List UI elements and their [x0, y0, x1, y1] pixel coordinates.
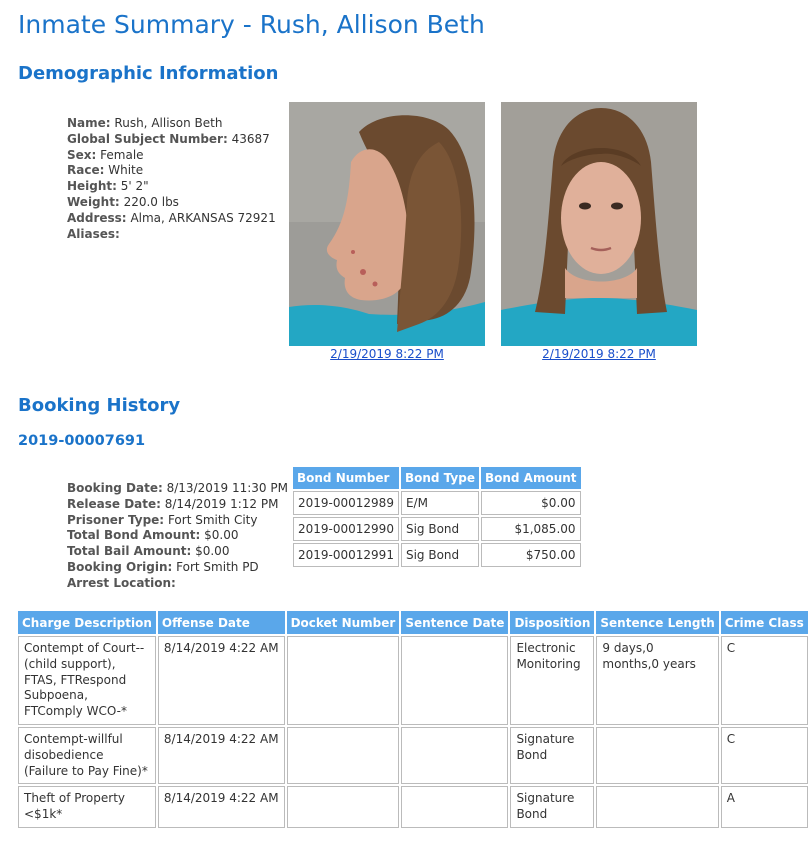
charges-header-sentence-date: Sentence Date [401, 611, 508, 634]
mugshot-front-date-link[interactable]: 2/19/2019 8:22 PM [542, 347, 656, 361]
charge-sentence-date [401, 727, 508, 784]
bond-header-row [293, 467, 581, 489]
bond-amount: $1,085.00 [481, 517, 581, 541]
bond-amount: $0.00 [481, 491, 581, 515]
bond-type: Sig Bond [401, 543, 479, 567]
charge-disposition: Signature Bond [510, 727, 594, 784]
mugshot-front-image[interactable] [501, 102, 697, 346]
bond-type: E/M [401, 491, 479, 515]
bond-table [291, 465, 583, 569]
bond-header-type: Bond Type [401, 467, 479, 489]
field-release-date: Release Date: 8/14/2019 1:12 PM [67, 496, 279, 511]
charge-row [18, 727, 808, 784]
demographic-heading: Demographic Information [18, 63, 279, 84]
charges-header-crime-class: Crime Class [721, 611, 808, 634]
bond-number: 2019-00012990 [293, 517, 399, 541]
charge-offense-date: 8/14/2019 4:22 AM [158, 786, 285, 828]
bond-type: Sig Bond [401, 517, 479, 541]
charge-row [18, 786, 808, 828]
field-weight: Weight: 220.0 lbs [67, 194, 179, 209]
mugshot-profile-date-link[interactable]: 2/19/2019 8:22 PM [330, 347, 444, 361]
field-sex: Sex: Female [67, 147, 144, 162]
booking-number: 2019-00007691 [18, 433, 146, 449]
charge-offense-date: 8/14/2019 4:22 AM [158, 636, 285, 725]
charge-crime-class: C [721, 636, 808, 725]
field-name: Name: Rush, Allison Beth [67, 116, 223, 130]
charge-description: Theft of Property <$1k* [18, 786, 156, 828]
booking-history-heading: Booking History [18, 395, 181, 416]
field-booking-origin: Booking Origin: Fort Smith PD [67, 559, 259, 574]
demographic-info [67, 116, 276, 242]
charge-sentence-length [596, 786, 718, 828]
charges-header-docket-number: Docket Number [287, 611, 400, 634]
bond-row [293, 491, 581, 515]
charges-table [16, 609, 810, 830]
charge-sentence-date [401, 786, 508, 828]
bond-amount: $750.00 [481, 543, 581, 567]
bond-header-amount: Bond Amount [481, 467, 581, 489]
field-prisoner-type: Prisoner Type: Fort Smith City [67, 512, 258, 527]
charges-table-container [16, 609, 804, 830]
charge-crime-class: A [721, 786, 808, 828]
charges-header-row [18, 611, 808, 634]
field-global-subject-number: Global Subject Number: 43687 [67, 131, 270, 146]
charge-disposition: Electronic Monitoring [510, 636, 594, 725]
charge-crime-class: C [721, 727, 808, 784]
charges-header-offense-date: Offense Date [158, 611, 285, 634]
charge-offense-date: 8/14/2019 4:22 AM [158, 727, 285, 784]
charges-header-description: Charge Description [18, 611, 156, 634]
field-arrest-location: Arrest Location: [67, 575, 176, 590]
page-title: Inmate Summary - Rush, Allison Beth [18, 10, 485, 39]
bond-row [293, 517, 581, 541]
field-height: Height: 5' 2" [67, 179, 149, 194]
charge-description: Contempt-willful disobedience (Failure to Pay Fine)* [18, 727, 156, 784]
booking-info [67, 481, 288, 592]
mugshot-profile-image[interactable] [289, 102, 485, 346]
charge-sentence-length [596, 727, 718, 784]
bond-header-number: Bond Number [293, 467, 399, 489]
bond-row [293, 543, 581, 567]
field-race: Race: White [67, 163, 144, 178]
charges-header-sentence-length: Sentence Length [596, 611, 718, 634]
field-address: Address: Alma, ARKANSAS 72921 [67, 210, 276, 225]
charge-row [18, 636, 808, 725]
charge-description: Contempt of Court--(child support), FTAS, FTRespond Subpoena, FTComply WCO-* [18, 636, 156, 725]
charge-disposition: Signature Bond [510, 786, 594, 828]
field-total-bond-amount: Total Bond Amount: $0.00 [67, 528, 239, 543]
charges-header-disposition: Disposition [510, 611, 594, 634]
field-booking-date: Booking Date: 8/13/2019 11:30 PM [67, 481, 288, 495]
field-aliases: Aliases: [67, 226, 120, 241]
charge-docket-number [287, 786, 400, 828]
charge-sentence-length: 9 days,0 months,0 years [596, 636, 718, 725]
bond-number: 2019-00012989 [293, 491, 399, 515]
bond-number: 2019-00012991 [293, 543, 399, 567]
charge-docket-number [287, 727, 400, 784]
charge-docket-number [287, 636, 400, 725]
field-total-bail-amount: Total Bail Amount: $0.00 [67, 544, 230, 559]
charge-sentence-date [401, 636, 508, 725]
